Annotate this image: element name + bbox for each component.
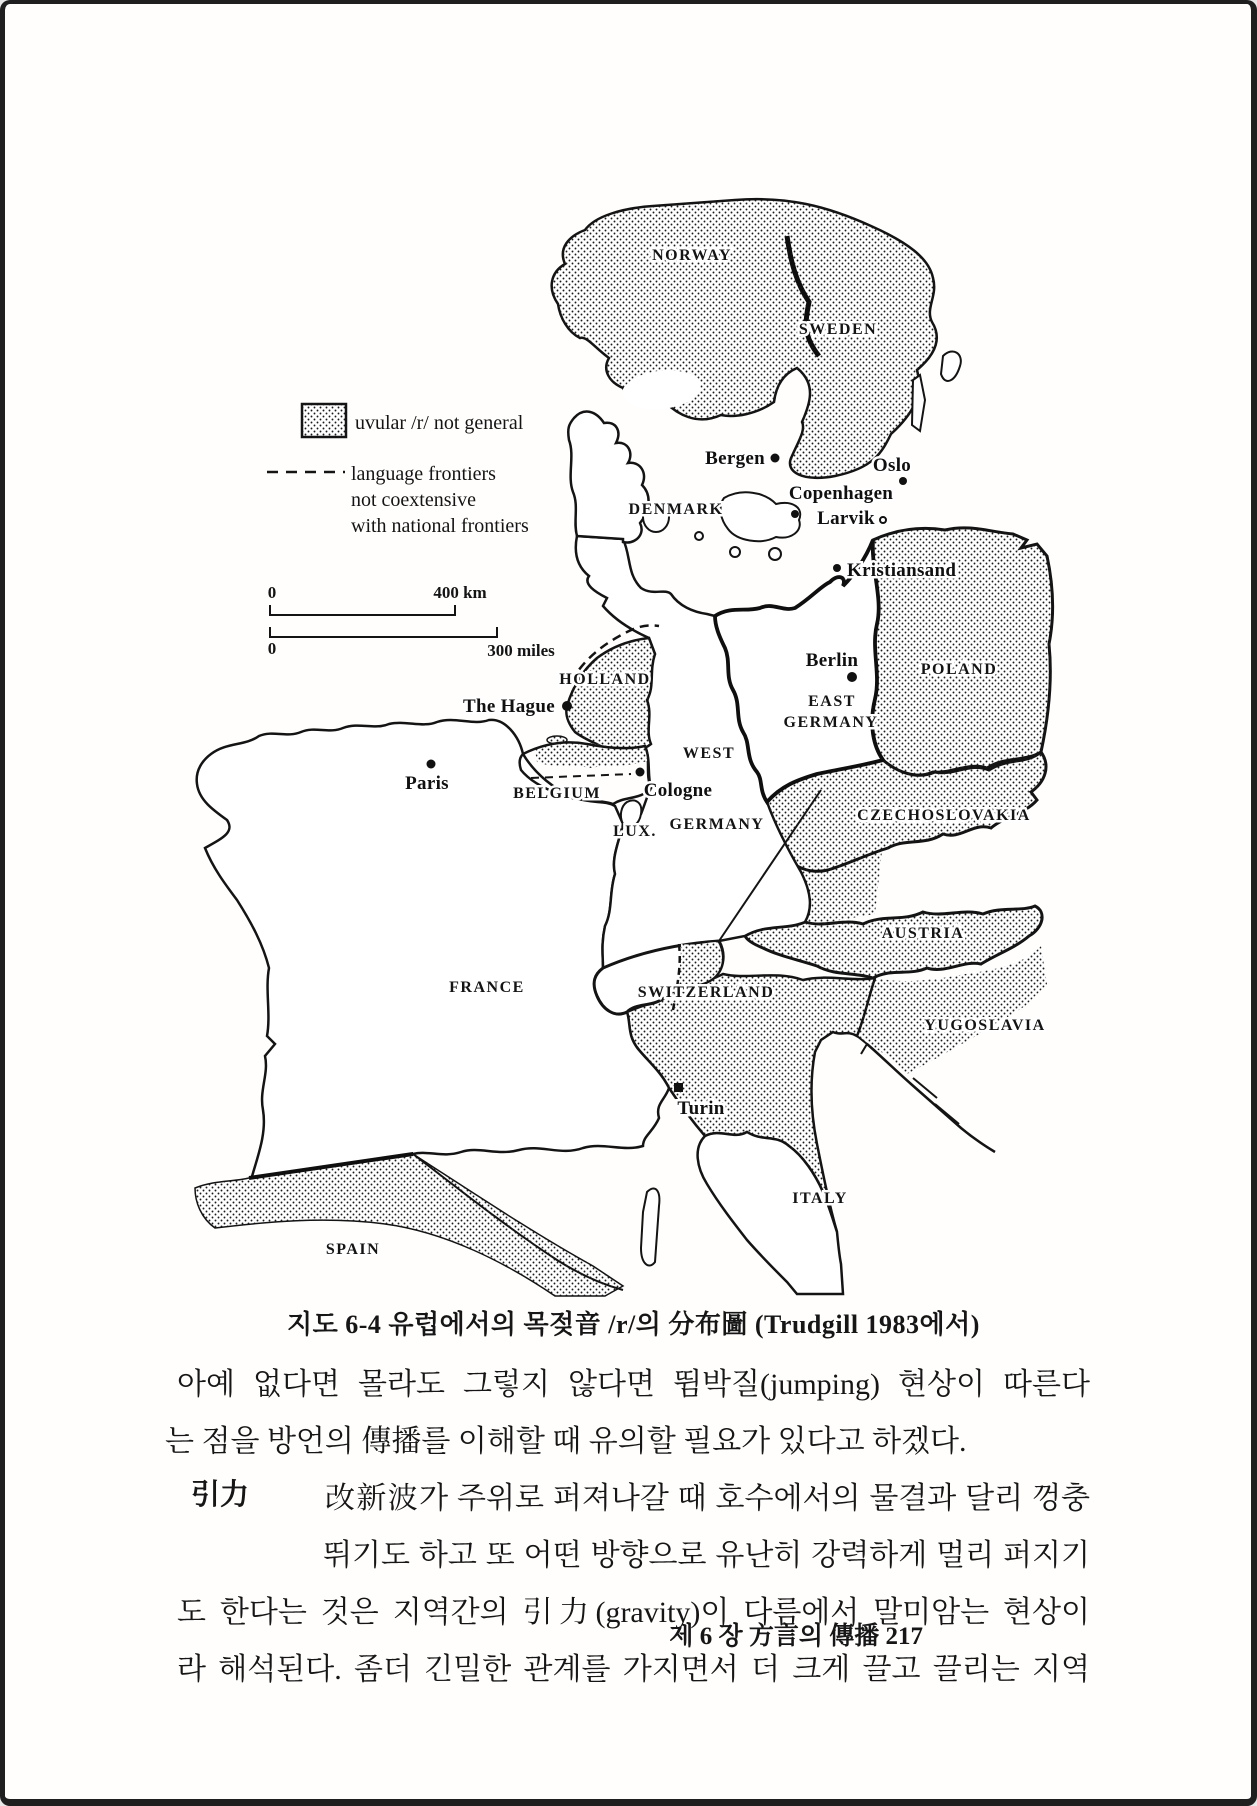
label-kristiansand: Kristiansand — [847, 560, 957, 581]
label-oslo: Oslo — [872, 455, 912, 476]
label-larvik: Larvik — [817, 508, 875, 529]
scalebar-km — [270, 605, 455, 615]
gotland-island — [912, 375, 925, 431]
label-germany-west: GERMANY — [669, 816, 765, 833]
holland-region — [566, 638, 655, 752]
label-sweden: SWEDEN — [798, 321, 878, 338]
label-copenhagen: Copenhagen — [788, 483, 894, 504]
label-the-hague: The Hague — [463, 696, 555, 717]
scalebar-km-zero: 0 — [267, 583, 277, 602]
belgium-dashed-frontier — [531, 774, 631, 778]
europe-uvular-r-map — [175, 184, 1055, 1299]
label-berlin: Berlin — [805, 650, 859, 671]
label-france: FRANCE — [449, 979, 525, 996]
scalebar-km-label: 400 km — [433, 583, 487, 602]
label-denmark: DENMARK — [628, 501, 724, 518]
danish-islet — [769, 548, 781, 560]
label-czechoslovakia: CZECHOSLOVAKIA — [857, 807, 1031, 824]
label-lux: LUX. — [613, 823, 657, 840]
label-poland: POLAND — [920, 661, 998, 678]
bergen-marker — [771, 454, 780, 463]
legend-shaded-swatch — [302, 404, 346, 437]
kristiansand-marker — [833, 564, 841, 572]
legend-frontier-line2: not coextensive — [351, 489, 476, 511]
body-line: 라 해석된다. 좀더 긴밀한 관계를 가지면서 더 크게 끌고 끌리는 지역 — [177, 1653, 1090, 1686]
cologne-marker — [636, 768, 645, 777]
scalebar-miles-label: 300 miles — [487, 641, 555, 660]
adriatic-island-sliver — [935, 1104, 959, 1124]
body-line: 改新波가 주위로 퍼져나갈 때 호수에서의 물결과 달리 껑충 — [325, 1482, 1090, 1515]
label-germany-east: GERMANY — [783, 714, 879, 731]
label-bergen: Bergen — [705, 448, 765, 469]
paris-marker — [427, 760, 436, 769]
body-line: 아예 없다면 몰라도 그렇지 않다면 뜀박질(jumping) 현상이 따른다 — [177, 1368, 1090, 1401]
danish-islet — [730, 547, 740, 557]
copenhagen-marker — [791, 510, 799, 518]
scalebar-miles — [270, 627, 497, 637]
legend-frontier-line3: with national frontiers — [351, 515, 529, 537]
figure-caption: 지도 6-4 유럽에서의 목젖音 /r/의 分布圖 (Trudgill 1983에서) — [287, 1310, 980, 1339]
label-paris: Paris — [405, 773, 449, 794]
legend-shaded-label: uvular /r/ not general — [355, 412, 524, 434]
label-turin: Turin — [677, 1098, 725, 1119]
label-spain: SPAIN — [325, 1241, 381, 1258]
label-norway: NORWAY — [652, 247, 732, 264]
larvik-marker — [880, 517, 886, 523]
body-line: 는 점을 방언의 傳播를 이해할 때 유의할 필요가 있다고 하겠다. — [165, 1425, 967, 1458]
oland-island — [941, 351, 961, 381]
legend-frontier-line1: language frontiers — [351, 463, 496, 485]
label-italy: ITALY — [792, 1190, 848, 1207]
south-italy-region — [698, 1132, 843, 1294]
denmark-jutland-region — [568, 412, 648, 543]
oslo-marker — [899, 477, 907, 485]
label-austria: AUSTRIA — [881, 925, 965, 942]
label-east: EAST — [808, 693, 856, 710]
turin-marker — [674, 1083, 683, 1092]
label-yugoslavia: YUGOSLAVIA — [924, 1017, 1046, 1034]
body-line: 뛰기도 하고 또 어떤 방향으로 유난히 강력하게 멀리 퍼지기 — [323, 1539, 1090, 1572]
the-hague-marker — [562, 701, 572, 711]
scalebar-miles-zero: 0 — [267, 639, 277, 658]
danish-islet — [695, 532, 703, 540]
page-footer: 제 6 장 方言의 傳播 217 — [669, 1623, 923, 1650]
corsica-island — [641, 1188, 659, 1265]
label-belgium: BELGIUM — [513, 785, 601, 802]
label-switzerland: SWITZERLAND — [637, 984, 775, 1001]
margin-note-gravity: 引力 — [191, 1479, 250, 1511]
body-line: 도 한다는 것은 지역간의 引力(gravity)이 다름에서 말미암는 현상이 — [177, 1596, 1090, 1629]
berlin-marker — [847, 672, 857, 682]
label-west: WEST — [682, 745, 736, 762]
label-holland: HOLLAND — [559, 671, 651, 688]
label-cologne: Cologne — [643, 780, 713, 801]
